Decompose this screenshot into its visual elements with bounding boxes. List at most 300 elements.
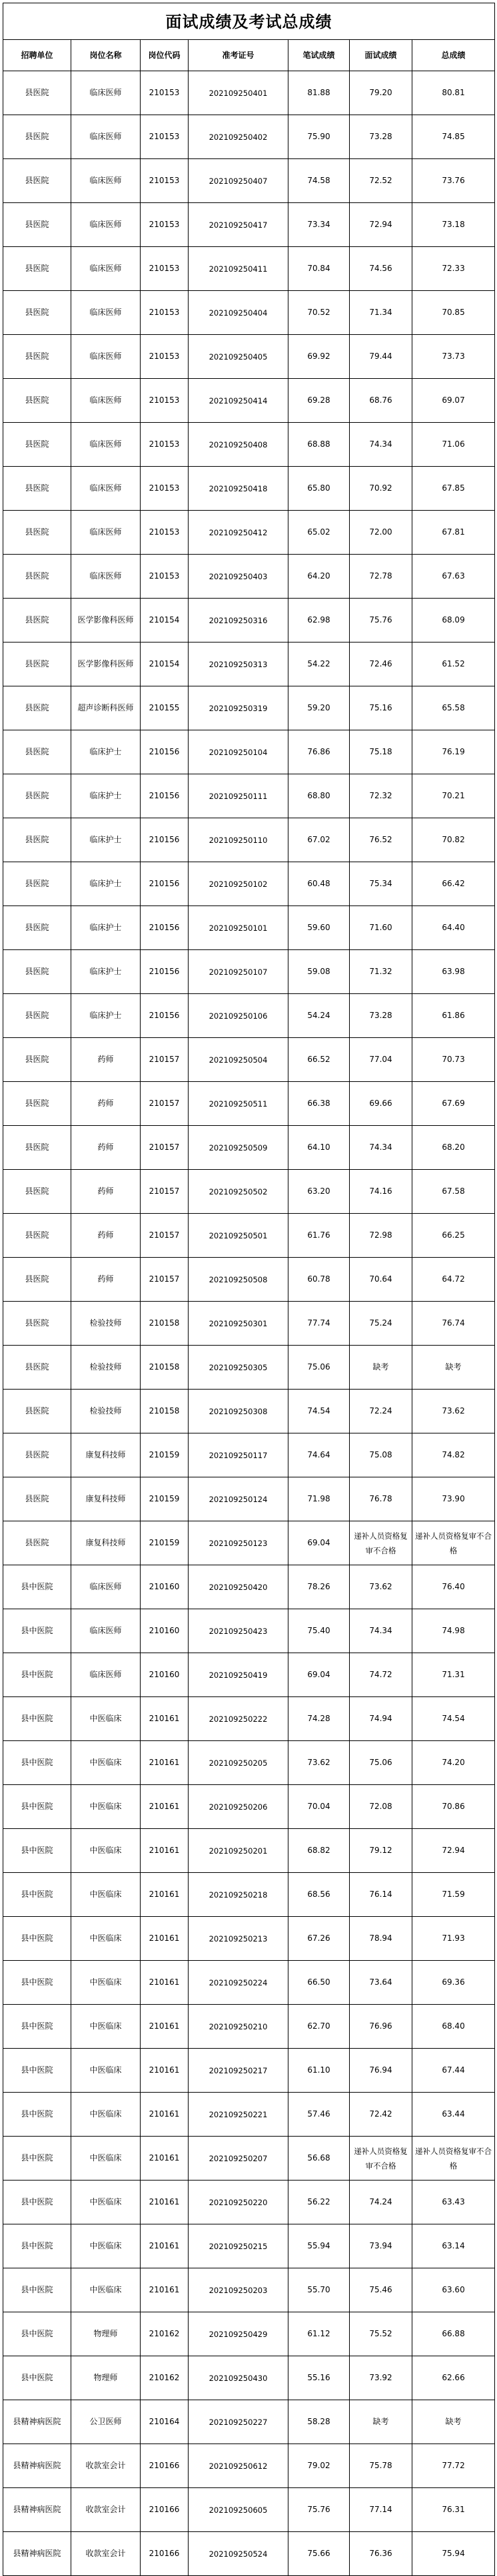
total-score-cell: 76.19 xyxy=(412,730,495,774)
table-row xyxy=(3,950,495,994)
position-code-cell: 210160 xyxy=(141,1609,189,1653)
written-score-cell: 75.76 xyxy=(288,2488,350,2532)
total-score-cell: 74.98 xyxy=(412,1609,495,1653)
total-score-cell: 64.72 xyxy=(412,1258,495,1302)
table-row xyxy=(3,379,495,423)
ticket-number-cell: 202109250107 xyxy=(189,950,288,994)
position-code-cell: 210153 xyxy=(141,555,189,599)
interview-score-cell: 75.52 xyxy=(350,2312,412,2356)
position-code-cell: 210156 xyxy=(141,730,189,774)
table-row xyxy=(3,1829,495,1873)
written-score-cell: 74.58 xyxy=(288,159,350,203)
interview-score-cell: 74.56 xyxy=(350,247,412,291)
interview-score-cell: 75.76 xyxy=(350,599,412,643)
employer-cell: 县医院 xyxy=(3,1214,71,1258)
position-cell: 药师 xyxy=(71,1214,141,1258)
total-score-cell: 67.85 xyxy=(412,467,495,511)
interview-score-cell: 73.28 xyxy=(350,994,412,1038)
written-score-cell: 69.04 xyxy=(288,1521,350,1565)
employer-cell: 县医院 xyxy=(3,994,71,1038)
table-row xyxy=(3,1873,495,1917)
position-cell: 临床医师 xyxy=(71,511,141,555)
written-score-cell: 66.50 xyxy=(288,1961,350,2005)
interview-score-cell: 72.46 xyxy=(350,643,412,686)
interview-score-cell: 递补人员资格复审不合格 xyxy=(350,1521,412,1565)
position-code-cell: 210159 xyxy=(141,1521,189,1565)
ticket-number-cell: 202109250102 xyxy=(189,862,288,906)
interview-score-cell: 77.04 xyxy=(350,1038,412,1082)
ticket-number-cell: 202109250404 xyxy=(189,291,288,335)
employer-cell: 县医院 xyxy=(3,379,71,423)
position-code-cell: 210153 xyxy=(141,291,189,335)
table-row xyxy=(3,862,495,906)
table-row xyxy=(3,1126,495,1170)
position-code-cell: 210161 xyxy=(141,2181,189,2224)
written-score-cell: 71.98 xyxy=(288,1477,350,1521)
interview-score-cell: 73.64 xyxy=(350,1961,412,2005)
table-row xyxy=(3,2268,495,2312)
position-cell: 医学影像科医师 xyxy=(71,643,141,686)
total-score-cell: 70.73 xyxy=(412,1038,495,1082)
employer-cell: 县医院 xyxy=(3,599,71,643)
written-score-cell: 55.94 xyxy=(288,2224,350,2268)
position-cell: 中医临床 xyxy=(71,2268,141,2312)
total-score-cell: 71.93 xyxy=(412,1917,495,1961)
interview-score-cell: 72.94 xyxy=(350,203,412,247)
position-code-cell: 210161 xyxy=(141,2224,189,2268)
ticket-number-cell: 202109250110 xyxy=(189,818,288,862)
interview-score-cell: 缺考 xyxy=(350,1346,412,1390)
employer-cell: 县精神病医院 xyxy=(3,2532,71,2576)
interview-score-cell: 缺考 xyxy=(350,2400,412,2444)
position-code-cell: 210153 xyxy=(141,511,189,555)
position-cell: 临床护士 xyxy=(71,994,141,1038)
ticket-number-cell: 202109250407 xyxy=(189,159,288,203)
position-cell: 收款室会计 xyxy=(71,2444,141,2488)
position-cell: 收款室会计 xyxy=(71,2532,141,2576)
total-score-cell: 77.72 xyxy=(412,2444,495,2488)
position-code-cell: 210164 xyxy=(141,2400,189,2444)
ticket-number-cell: 202109250313 xyxy=(189,643,288,686)
written-score-cell: 56.68 xyxy=(288,2137,350,2181)
employer-cell: 县医院 xyxy=(3,950,71,994)
position-code-cell: 210161 xyxy=(141,1829,189,1873)
position-cell: 临床医师 xyxy=(71,1653,141,1697)
position-cell: 临床医师 xyxy=(71,1565,141,1609)
header-cell: 总成绩 xyxy=(412,40,495,71)
employer-cell: 县医院 xyxy=(3,643,71,686)
employer-cell: 县精神病医院 xyxy=(3,2488,71,2532)
written-score-cell: 60.48 xyxy=(288,862,350,906)
written-score-cell: 75.66 xyxy=(288,2532,350,2576)
position-code-cell: 210161 xyxy=(141,2268,189,2312)
table-row xyxy=(3,2093,495,2137)
written-score-cell: 76.86 xyxy=(288,730,350,774)
ticket-number-cell: 202109250319 xyxy=(189,686,288,730)
ticket-number-cell: 202109250429 xyxy=(189,2312,288,2356)
interview-score-cell: 70.64 xyxy=(350,1258,412,1302)
table-row xyxy=(3,247,495,291)
interview-score-cell: 74.16 xyxy=(350,1170,412,1214)
written-score-cell: 59.20 xyxy=(288,686,350,730)
total-score-cell: 递补人员资格复审不合格 xyxy=(412,1521,495,1565)
title-row xyxy=(3,3,495,40)
interview-score-cell: 75.18 xyxy=(350,730,412,774)
employer-cell: 县中医院 xyxy=(3,1565,71,1609)
position-cell: 药师 xyxy=(71,1170,141,1214)
written-score-cell: 57.46 xyxy=(288,2093,350,2137)
written-score-cell: 65.02 xyxy=(288,511,350,555)
employer-cell: 县中医院 xyxy=(3,1609,71,1653)
interview-score-cell: 75.78 xyxy=(350,2444,412,2488)
position-cell: 中医临床 xyxy=(71,1917,141,1961)
header-row xyxy=(3,40,495,71)
total-score-cell: 70.86 xyxy=(412,1785,495,1829)
ticket-number-cell: 202109250201 xyxy=(189,1829,288,1873)
interview-score-cell: 72.42 xyxy=(350,2093,412,2137)
position-code-cell: 210161 xyxy=(141,1741,189,1785)
position-cell: 检验技师 xyxy=(71,1302,141,1346)
employer-cell: 县医院 xyxy=(3,335,71,379)
position-cell: 临床医师 xyxy=(71,379,141,423)
table-row xyxy=(3,1961,495,2005)
table-row xyxy=(3,906,495,950)
total-score-cell: 72.33 xyxy=(412,247,495,291)
interview-score-cell: 72.98 xyxy=(350,1214,412,1258)
total-score-cell: 67.69 xyxy=(412,1082,495,1126)
table-row xyxy=(3,774,495,818)
table-row xyxy=(3,1477,495,1521)
total-score-cell: 61.52 xyxy=(412,643,495,686)
position-code-cell: 210166 xyxy=(141,2444,189,2488)
employer-cell: 县中医院 xyxy=(3,2049,71,2093)
table-row xyxy=(3,2005,495,2049)
total-score-cell: 66.42 xyxy=(412,862,495,906)
interview-score-cell: 72.24 xyxy=(350,1390,412,1433)
ticket-number-cell: 202109250430 xyxy=(189,2356,288,2400)
table-row xyxy=(3,2444,495,2488)
position-cell: 中医临床 xyxy=(71,1829,141,1873)
table-row xyxy=(3,423,495,467)
total-score-cell: 70.82 xyxy=(412,818,495,862)
employer-cell: 县医院 xyxy=(3,1390,71,1433)
ticket-number-cell: 202109250213 xyxy=(189,1917,288,1961)
position-cell: 公卫医师 xyxy=(71,2400,141,2444)
position-cell: 药师 xyxy=(71,1082,141,1126)
total-score-cell: 63.43 xyxy=(412,2181,495,2224)
interview-score-cell: 73.62 xyxy=(350,1565,412,1609)
employer-cell: 县医院 xyxy=(3,1082,71,1126)
total-score-cell: 67.44 xyxy=(412,2049,495,2093)
position-cell: 临床护士 xyxy=(71,774,141,818)
position-cell: 临床护士 xyxy=(71,950,141,994)
position-code-cell: 210153 xyxy=(141,203,189,247)
ticket-number-cell: 202109250205 xyxy=(189,1741,288,1785)
table-row xyxy=(3,2224,495,2268)
position-code-cell: 210158 xyxy=(141,1302,189,1346)
employer-cell: 县医院 xyxy=(3,1258,71,1302)
total-score-cell: 69.36 xyxy=(412,1961,495,2005)
employer-cell: 县精神病医院 xyxy=(3,2444,71,2488)
interview-score-cell: 79.20 xyxy=(350,71,412,115)
position-code-cell: 210156 xyxy=(141,950,189,994)
table-row xyxy=(3,1917,495,1961)
ticket-number-cell: 202109250222 xyxy=(189,1697,288,1741)
position-code-cell: 210155 xyxy=(141,686,189,730)
table-row xyxy=(3,1521,495,1565)
interview-score-cell: 72.52 xyxy=(350,159,412,203)
interview-score-cell: 75.46 xyxy=(350,2268,412,2312)
table-row xyxy=(3,1433,495,1477)
total-score-cell: 67.58 xyxy=(412,1170,495,1214)
position-cell: 临床医师 xyxy=(71,423,141,467)
written-score-cell: 70.52 xyxy=(288,291,350,335)
position-code-cell: 210157 xyxy=(141,1038,189,1082)
total-score-cell: 递补人员资格复审不合格 xyxy=(412,2137,495,2181)
total-score-cell: 74.82 xyxy=(412,1433,495,1477)
total-score-cell: 80.81 xyxy=(412,71,495,115)
position-code-cell: 210162 xyxy=(141,2312,189,2356)
written-score-cell: 73.62 xyxy=(288,1741,350,1785)
written-score-cell: 74.54 xyxy=(288,1390,350,1433)
written-score-cell: 61.10 xyxy=(288,2049,350,2093)
position-code-cell: 210160 xyxy=(141,1565,189,1609)
header-cell: 面试成绩 xyxy=(350,40,412,71)
interview-score-cell: 76.78 xyxy=(350,1477,412,1521)
ticket-number-cell: 202109250405 xyxy=(189,335,288,379)
table-row xyxy=(3,730,495,774)
interview-score-cell: 76.94 xyxy=(350,2049,412,2093)
employer-cell: 县医院 xyxy=(3,511,71,555)
table-row xyxy=(3,1565,495,1609)
employer-cell: 县医院 xyxy=(3,1521,71,1565)
table-row xyxy=(3,1082,495,1126)
position-code-cell: 210161 xyxy=(141,1873,189,1917)
ticket-number-cell: 202109250218 xyxy=(189,1873,288,1917)
position-cell: 临床护士 xyxy=(71,906,141,950)
table-row xyxy=(3,555,495,599)
employer-cell: 县医院 xyxy=(3,1126,71,1170)
total-score-cell: 65.58 xyxy=(412,686,495,730)
table-row xyxy=(3,71,495,115)
position-cell: 康复科技师 xyxy=(71,1521,141,1565)
written-score-cell: 78.26 xyxy=(288,1565,350,1609)
ticket-number-cell: 202109250419 xyxy=(189,1653,288,1697)
total-score-cell: 69.07 xyxy=(412,379,495,423)
position-code-cell: 210157 xyxy=(141,1214,189,1258)
ticket-number-cell: 202109250508 xyxy=(189,1258,288,1302)
position-cell: 药师 xyxy=(71,1038,141,1082)
interview-score-cell: 76.14 xyxy=(350,1873,412,1917)
position-cell: 收款室会计 xyxy=(71,2488,141,2532)
position-code-cell: 210166 xyxy=(141,2488,189,2532)
written-score-cell: 58.28 xyxy=(288,2400,350,2444)
position-code-cell: 210161 xyxy=(141,2049,189,2093)
employer-cell: 县医院 xyxy=(3,71,71,115)
header-cell: 岗位代码 xyxy=(141,40,189,71)
position-cell: 临床护士 xyxy=(71,818,141,862)
ticket-number-cell: 202109250210 xyxy=(189,2005,288,2049)
employer-cell: 县中医院 xyxy=(3,2093,71,2137)
interview-score-cell: 74.34 xyxy=(350,1126,412,1170)
table-row xyxy=(3,686,495,730)
position-cell: 医学影像科医师 xyxy=(71,599,141,643)
ticket-number-cell: 202109250402 xyxy=(189,115,288,159)
written-score-cell: 59.08 xyxy=(288,950,350,994)
written-score-cell: 69.28 xyxy=(288,379,350,423)
position-code-cell: 210153 xyxy=(141,467,189,511)
position-code-cell: 210156 xyxy=(141,906,189,950)
table-row xyxy=(3,1609,495,1653)
table-row xyxy=(3,2400,495,2444)
employer-cell: 县中医院 xyxy=(3,1961,71,2005)
written-score-cell: 81.88 xyxy=(288,71,350,115)
position-cell: 临床医师 xyxy=(71,159,141,203)
employer-cell: 县医院 xyxy=(3,774,71,818)
total-score-cell: 67.63 xyxy=(412,555,495,599)
interview-score-cell: 79.44 xyxy=(350,335,412,379)
position-code-cell: 210161 xyxy=(141,1697,189,1741)
position-code-cell: 210153 xyxy=(141,115,189,159)
table-row xyxy=(3,643,495,686)
employer-cell: 县医院 xyxy=(3,1038,71,1082)
ticket-number-cell: 202109250104 xyxy=(189,730,288,774)
interview-score-cell: 79.12 xyxy=(350,1829,412,1873)
table-row xyxy=(3,599,495,643)
interview-score-cell: 74.24 xyxy=(350,2181,412,2224)
employer-cell: 县中医院 xyxy=(3,1917,71,1961)
ticket-number-cell: 202109250123 xyxy=(189,1521,288,1565)
position-code-cell: 210153 xyxy=(141,335,189,379)
interview-score-cell: 71.32 xyxy=(350,950,412,994)
employer-cell: 县中医院 xyxy=(3,1741,71,1785)
header-cell: 岗位名称 xyxy=(71,40,141,71)
total-score-cell: 缺考 xyxy=(412,1346,495,1390)
ticket-number-cell: 202109250411 xyxy=(189,247,288,291)
table-row xyxy=(3,1741,495,1785)
total-score-cell: 66.88 xyxy=(412,2312,495,2356)
ticket-number-cell: 202109250605 xyxy=(189,2488,288,2532)
interview-score-cell: 递补人员资格复审不合格 xyxy=(350,2137,412,2181)
written-score-cell: 74.28 xyxy=(288,1697,350,1741)
employer-cell: 县医院 xyxy=(3,1433,71,1477)
ticket-number-cell: 202109250203 xyxy=(189,2268,288,2312)
total-score-cell: 68.20 xyxy=(412,1126,495,1170)
ticket-number-cell: 202109250111 xyxy=(189,774,288,818)
employer-cell: 县医院 xyxy=(3,818,71,862)
table-row xyxy=(3,159,495,203)
total-score-cell: 74.20 xyxy=(412,1741,495,1785)
position-cell: 临床医师 xyxy=(71,115,141,159)
position-code-cell: 210153 xyxy=(141,379,189,423)
ticket-number-cell: 202109250418 xyxy=(189,467,288,511)
ticket-number-cell: 202109250220 xyxy=(189,2181,288,2224)
total-score-cell: 71.06 xyxy=(412,423,495,467)
position-cell: 中医临床 xyxy=(71,1785,141,1829)
ticket-number-cell: 202109250501 xyxy=(189,1214,288,1258)
written-score-cell: 62.70 xyxy=(288,2005,350,2049)
position-code-cell: 210161 xyxy=(141,2005,189,2049)
interview-score-cell: 74.94 xyxy=(350,1697,412,1741)
table-row xyxy=(3,1697,495,1741)
position-cell: 临床护士 xyxy=(71,862,141,906)
ticket-number-cell: 202109250408 xyxy=(189,423,288,467)
employer-cell: 县医院 xyxy=(3,1477,71,1521)
position-code-cell: 210156 xyxy=(141,818,189,862)
written-score-cell: 68.56 xyxy=(288,1873,350,1917)
position-code-cell: 210157 xyxy=(141,1126,189,1170)
score-document xyxy=(3,3,494,2576)
interview-score-cell: 76.96 xyxy=(350,2005,412,2049)
employer-cell: 县中医院 xyxy=(3,2268,71,2312)
total-score-cell: 73.90 xyxy=(412,1477,495,1521)
written-score-cell: 61.12 xyxy=(288,2312,350,2356)
employer-cell: 县医院 xyxy=(3,291,71,335)
header-cell: 笔试成绩 xyxy=(288,40,350,71)
written-score-cell: 69.04 xyxy=(288,1653,350,1697)
table-row xyxy=(3,335,495,379)
interview-score-cell: 77.14 xyxy=(350,2488,412,2532)
position-cell: 康复科技师 xyxy=(71,1433,141,1477)
position-cell: 中医临床 xyxy=(71,2005,141,2049)
interview-score-cell: 72.32 xyxy=(350,774,412,818)
page-title: 面试成绩及考试总成绩 xyxy=(3,3,495,40)
ticket-number-cell: 202109250524 xyxy=(189,2532,288,2576)
interview-score-cell: 73.28 xyxy=(350,115,412,159)
ticket-number-cell: 202109250403 xyxy=(189,555,288,599)
total-score-cell: 61.86 xyxy=(412,994,495,1038)
position-cell: 物理师 xyxy=(71,2356,141,2400)
position-code-cell: 210157 xyxy=(141,1258,189,1302)
interview-score-cell: 72.78 xyxy=(350,555,412,599)
total-score-cell: 缺考 xyxy=(412,2400,495,2444)
total-score-cell: 62.66 xyxy=(412,2356,495,2400)
header-cell: 招聘单位 xyxy=(3,40,71,71)
employer-cell: 县医院 xyxy=(3,115,71,159)
total-score-cell: 76.40 xyxy=(412,1565,495,1609)
written-score-cell: 70.84 xyxy=(288,247,350,291)
employer-cell: 县中医院 xyxy=(3,1873,71,1917)
ticket-number-cell: 202109250106 xyxy=(189,994,288,1038)
total-score-cell: 63.44 xyxy=(412,2093,495,2137)
employer-cell: 县医院 xyxy=(3,1302,71,1346)
ticket-number-cell: 202109250414 xyxy=(189,379,288,423)
position-cell: 临床医师 xyxy=(71,467,141,511)
interview-score-cell: 75.08 xyxy=(350,1433,412,1477)
position-cell: 检验技师 xyxy=(71,1390,141,1433)
position-cell: 中医临床 xyxy=(71,1873,141,1917)
written-score-cell: 68.80 xyxy=(288,774,350,818)
written-score-cell: 55.16 xyxy=(288,2356,350,2400)
table-row xyxy=(3,1302,495,1346)
employer-cell: 县中医院 xyxy=(3,2137,71,2181)
table-row xyxy=(3,2488,495,2532)
interview-score-cell: 68.76 xyxy=(350,379,412,423)
position-cell: 临床医师 xyxy=(71,247,141,291)
ticket-number-cell: 202109250504 xyxy=(189,1038,288,1082)
position-cell: 中医临床 xyxy=(71,2181,141,2224)
interview-score-cell: 76.52 xyxy=(350,818,412,862)
employer-cell: 县医院 xyxy=(3,686,71,730)
employer-cell: 县医院 xyxy=(3,159,71,203)
employer-cell: 县医院 xyxy=(3,862,71,906)
employer-cell: 县医院 xyxy=(3,203,71,247)
employer-cell: 县医院 xyxy=(3,1346,71,1390)
written-score-cell: 66.52 xyxy=(288,1038,350,1082)
ticket-number-cell: 202109250417 xyxy=(189,203,288,247)
ticket-number-cell: 202109250511 xyxy=(189,1082,288,1126)
position-cell: 临床医师 xyxy=(71,203,141,247)
